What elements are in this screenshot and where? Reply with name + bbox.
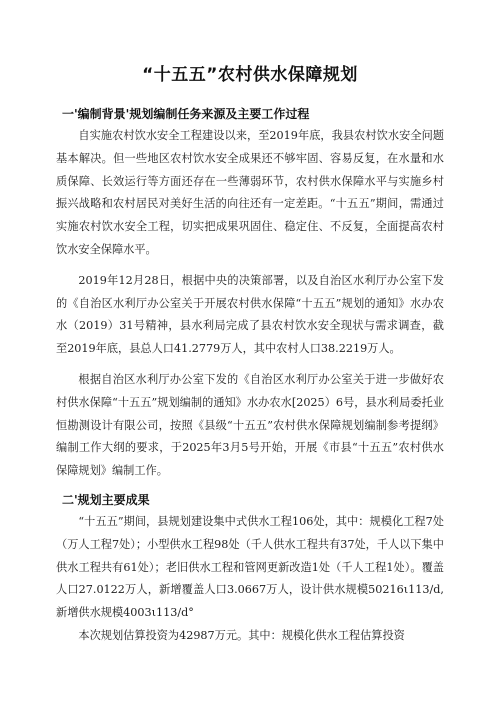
paragraph-results-2: 本次规划估算投资为42987万元。其中：规模化供水工程估算投资 — [78, 628, 405, 642]
paragraph-results-1: “十五五”期间，县规划建设集中式供水工程106处，其中：规模化工程7处（万人工程7处）；小型供水工程98处（千人供水工程共有37处，千人以下集中供水工程共有61处）；老旧供水工程和管网更新改造1处（千人工程1处）。覆盖人口27.0122万人，新增覆盖人口3.0667万人，设计供水规模50216ι113∕d,新增供水规模4003ι113∕d° — [56, 514, 444, 620]
paragraph-background-3: 根据自治区水利厅办公室下发的《自治区水利厅办公室关于进一步做好农村供水保障“十五五”规划编制的通知》水办农水[2025）6号，县水利局委托业恒勘测设计有限公司，按照《县级“十五五”农村供水保障规划编制参考提纲》编制工作大纲的要求，于2025年3月5号开始，开展《市县“十五五”农村供水保障规划》编制工作。 — [56, 372, 444, 478]
document-title: “十五五”农村供水保障规划 — [142, 65, 358, 85]
paragraph-background-1: 自实施农村饮水安全工程建设以来，至2019年底，我县农村饮水安全问题基本解决。但一些地区农村饮水安全成果还不够牢固、容易反复，在水量和水质保障、长效运行等方面还存在一些薄弱环节，农村供水保障水平与实施乡村振兴战略和农村居民对美好生活的向往还有一定差距。“十五五”期间，需通过实施农村饮水安全工程，切实把成果巩固住、稳定住、不反复，全面提高农村饮水安全保障水平。 — [56, 129, 444, 256]
section-heading-background: 一'编制背景'规划编制任务来源及主要工作过程 — [62, 107, 310, 121]
section-heading-results: 二'规划主要成果 — [62, 492, 150, 507]
paragraph-background-2: 2019年12月28日，根据中央的决策部署，以及自治区水利厅办公室下发的《自治区水利厅办公室关于开展农村供水保障“十五五”规划的通知》水办农水（2019）31号精神，县水利局完成了县农村饮水安全现状与需求调查，截至2019年底，县总人口41.2779万人，其中农村人口38.2219万人。 — [56, 273, 444, 356]
